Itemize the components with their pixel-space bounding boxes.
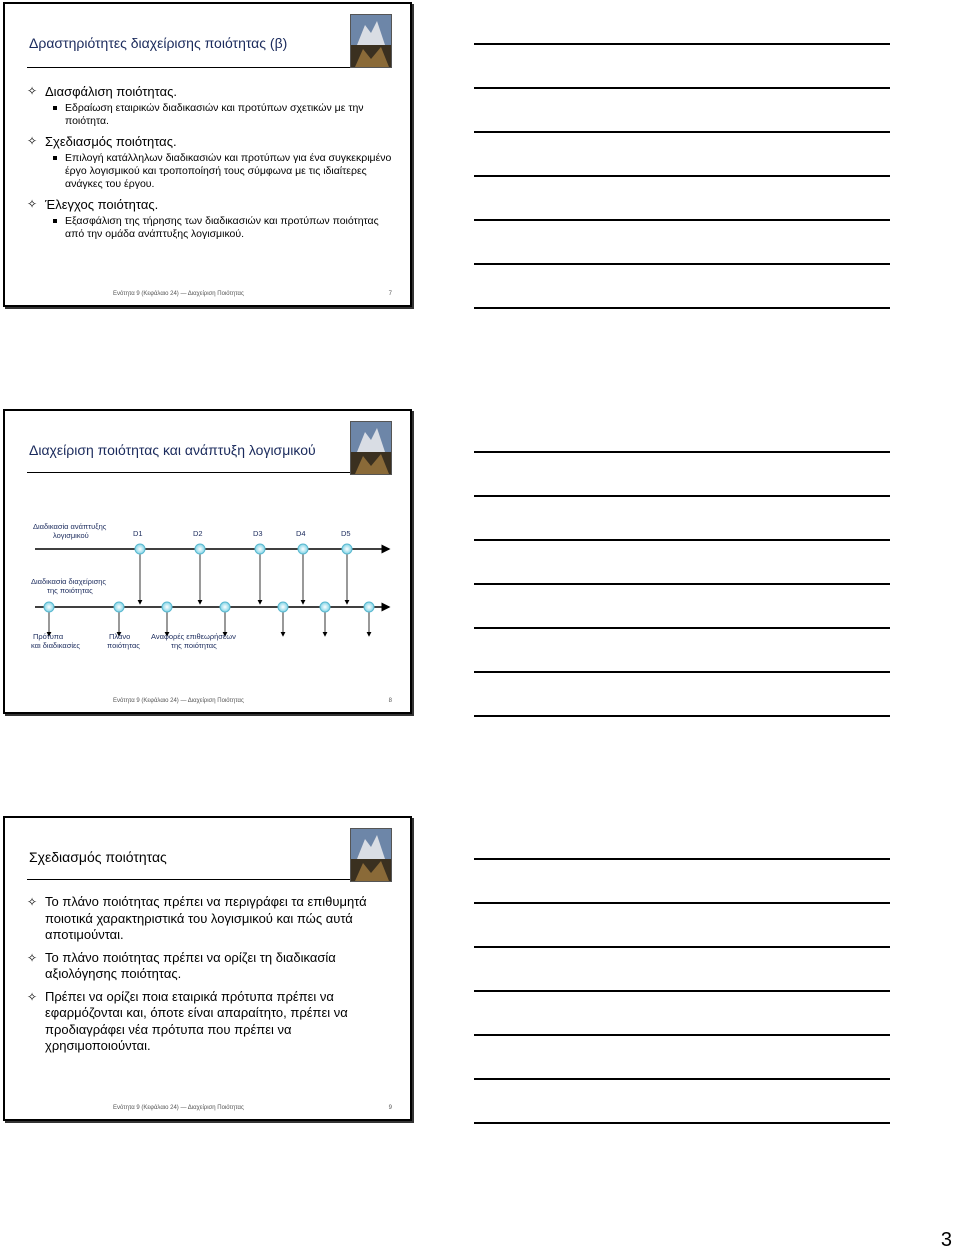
deliverable-label: D1 [133,529,143,538]
note-line [474,87,890,89]
note-line [474,131,890,133]
deliverable-node [135,544,145,554]
slide-number: 8 [388,698,392,704]
qm-node [220,602,230,612]
slide-footer [113,1105,392,1111]
bullet-text: Το πλάνο ποιότητας πρέπει να περιγράφει τα επιθυμητά ποιοτικά χαρακτηριστικά του λογισμικού και πώς αυτά αποτιμούνται. [45,894,367,942]
slide-title: Σχεδιασμός ποιότητας [29,849,167,865]
deliverable-node [195,544,205,554]
bullet-text: Πρέπει να ορίζει ποια εταιρικά πρότυπα πρέπει να εφαρμόζονται και, όποτε είναι απαραίτητο, πρέπει να προδιαγράφει νέα πρότυπα που πρέπει να χρησιμοποιούνται. [45,988,348,1053]
sub-bullet-text: Εδραίωση εταιρικών διαδικασιών και προτύπων σχετικών με την ποιότητα. [65,102,364,127]
note-line [474,627,890,629]
deliverable-label: D2 [193,529,203,538]
qm-node [320,602,330,612]
slide-8 [3,409,412,714]
qm-node [162,602,172,612]
square-bullet-icon [53,219,57,223]
note-line [474,175,890,177]
sub-bullet-item [27,102,392,128]
diamond-bullet-icon: ✧ [27,950,38,965]
title-underline [27,472,350,473]
title-underline [27,67,350,68]
output-label: Πρότυπα [33,632,64,641]
dev-process-label: λογισμικού [53,531,89,540]
deliverable-label: D3 [253,529,263,538]
sub-bullet-text: Εξασφάλιση της τήρησης των διαδικασιών και προτύπων ποιότητας από την ομάδα ανάπτυξης λογισμικού. [65,215,379,240]
bullet-item [27,894,392,944]
sub-bullet-item [27,215,392,241]
output-label: Πλάνο [109,632,131,641]
deliverable-node [298,544,308,554]
diamond-bullet-icon: ✧ [27,197,38,211]
qm-node [278,602,288,612]
slide-title: Δραστηριότητες διαχείρισης ποιότητας (β) [29,35,288,51]
note-line [474,495,890,497]
note-line [474,307,890,309]
qm-node [44,602,54,612]
note-line [474,539,890,541]
note-line [474,1078,890,1080]
output-label: ποιότητας [107,641,140,650]
qm-node [364,602,374,612]
deliverable-label: D5 [341,529,351,538]
slide-thumbnail-image [350,421,392,475]
slide-footer [113,698,392,704]
dev-process-label: Διαδικασία ανάπτυξης [33,522,107,531]
slide-thumbnail-image [350,828,392,882]
deliverable-node [342,544,352,554]
note-line [474,1034,890,1036]
diamond-bullet-icon: ✧ [27,895,38,909]
deliverable-node [255,544,265,554]
slide-number: 7 [388,291,392,297]
note-line [474,1122,890,1124]
diamond-bullet-icon: ✧ [27,989,38,1004]
output-label: και διαδικασίες [31,641,81,650]
bullet-item [27,134,392,149]
bullet-item [27,84,392,99]
slide-9 [3,816,412,1121]
page-number: 3 [940,1229,952,1251]
square-bullet-icon [53,156,57,160]
footer-text: Ενότητα 9 (Κεφάλαιο 24) — Διαχείριση Ποιότητας [113,698,244,704]
bullet-item [27,197,392,212]
bullet-text: Το πλάνο ποιότητας πρέπει να ορίζει τη διαδικασία αξιολόγησης ποιότητας. [45,949,336,981]
diamond-bullet-icon: ✧ [27,84,38,98]
qm-process-label: της ποιότητας [47,586,93,595]
note-line [474,990,890,992]
diamond-bullet-icon: ✧ [27,134,38,148]
sub-bullet-text: Επιλογή κατάλληλων διαδικασιών και προτύπων για ένα συγκεκριμένο έργο λογισμικού και τροποποίησή τους σύμφωνα με τις ιδιαίτερες ανάγκες του έργου. [65,152,392,190]
slide-7 [3,2,412,307]
slide-footer [113,291,392,297]
note-line [474,263,890,265]
sub-bullet-item [27,152,392,191]
note-line [474,902,890,904]
note-line [474,715,890,717]
note-line [474,43,890,45]
bullet-list [27,888,392,1055]
footer-text: Ενότητα 9 (Κεφάλαιο 24) — Διαχείριση Ποιότητας [113,291,244,297]
bullet-text: Έλεγχος ποιότητας. [45,197,159,212]
bullet-list [27,78,392,241]
process-diagram [5,516,414,696]
note-line [474,219,890,221]
slide-thumbnail-image [350,14,392,68]
slide-number: 9 [388,1105,392,1111]
footer-text: Ενότητα 9 (Κεφάλαιο 24) — Διαχείριση Ποιότητας [113,1105,244,1111]
slide-title: Διαχείριση ποιότητας και ανάπτυξη λογισμικού [29,442,316,458]
note-line [474,671,890,673]
deliverable-label: D4 [296,529,306,538]
output-label: Αναφορές επιθεωρήσεων [151,632,236,641]
note-line [474,858,890,860]
note-line [474,451,890,453]
square-bullet-icon [53,106,57,110]
bullet-text: Σχεδιασμός ποιότητας. [45,134,177,149]
bullet-item [27,950,392,983]
qm-node [114,602,124,612]
qm-process-label: Διαδικασία διαχείρισης [31,577,107,586]
note-line [474,946,890,948]
output-label: της ποιότητας [171,641,217,650]
note-line [474,583,890,585]
bullet-text: Διασφάλιση ποιότητας. [45,84,177,99]
title-underline [27,879,350,880]
bullet-item [27,989,392,1055]
